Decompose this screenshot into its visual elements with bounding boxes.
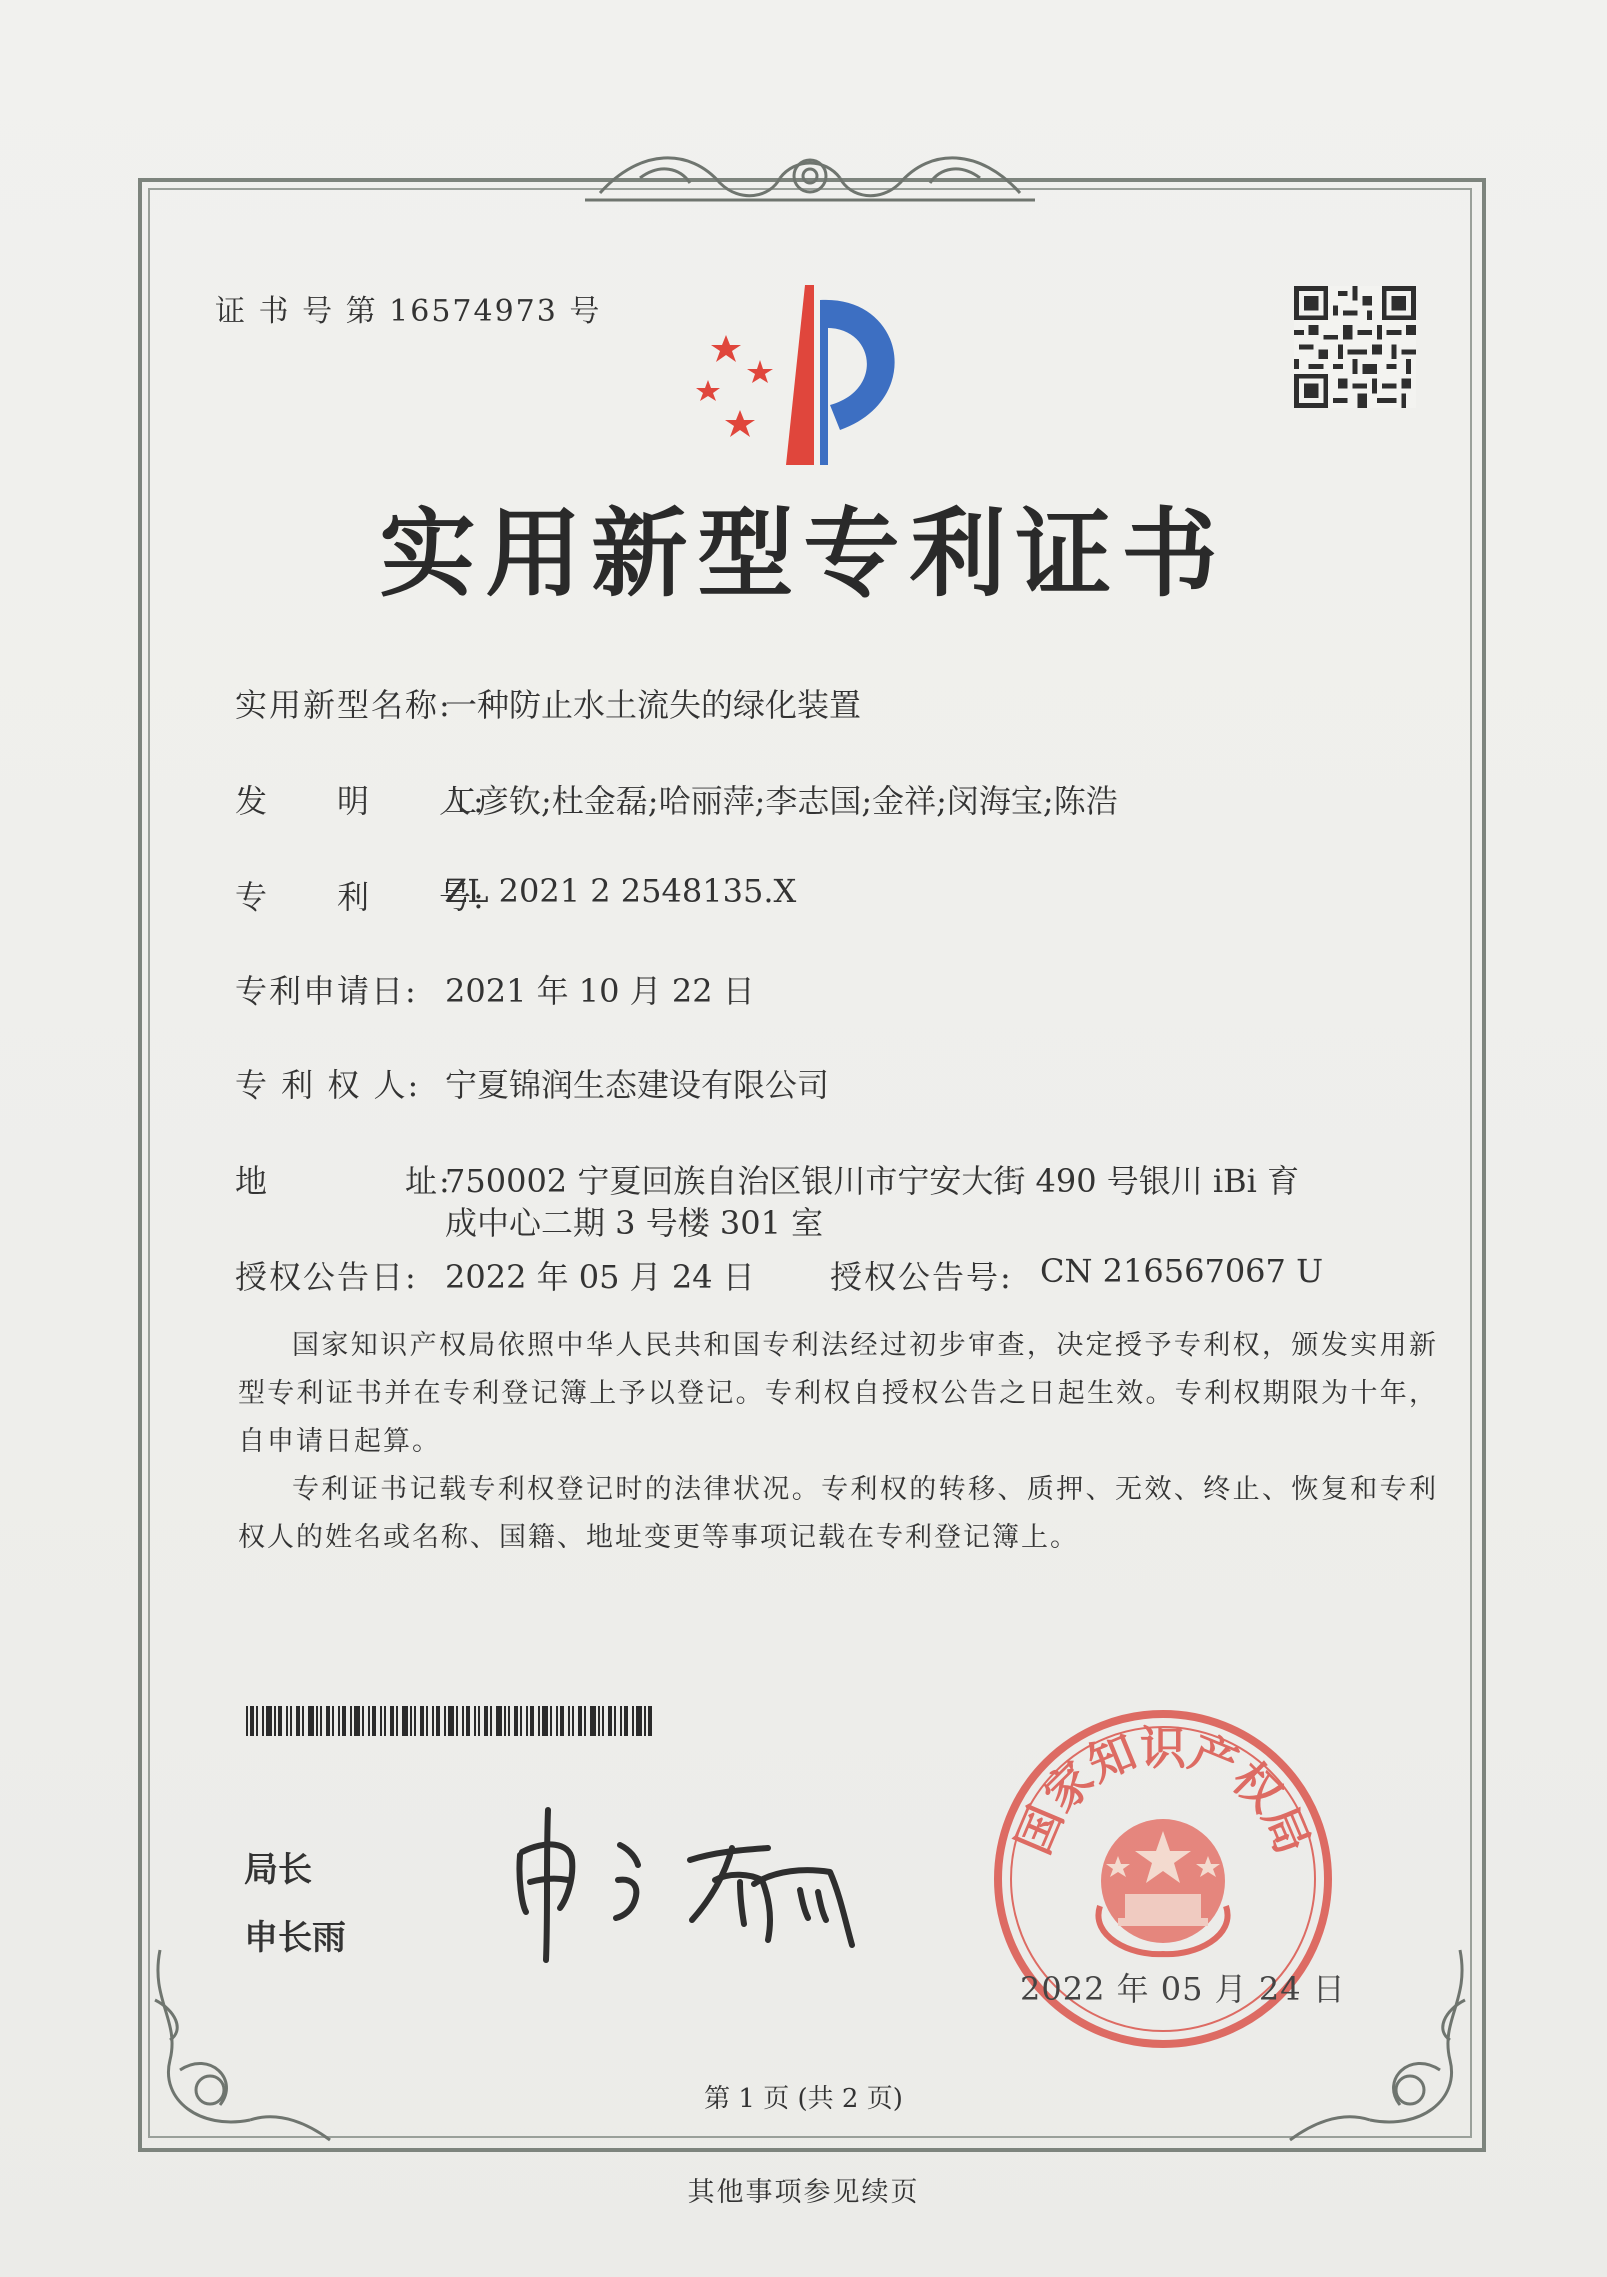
filing-date-value: 2021 年 10 月 22 日 [445,972,755,1010]
certificate-number: 证 书 号 第 16574973 号 [215,294,602,329]
continuation-note: 其他事项参见续页 [687,2177,920,2208]
patent-number-label: 专 利 号: [235,878,486,916]
bottom-left-ornament-icon [140,1940,340,2150]
patentee-label: 专 利 权 人: [235,1066,421,1104]
grant-number-value: CN 216567067 U [1040,1252,1324,1290]
patent-office-logo-icon [690,280,940,470]
director-title: 局长 [244,1850,312,1890]
certificate-body [238,1322,1438,1562]
certificate-title: 实用新型专利证书 [379,497,1228,610]
handwritten-signature-icon [500,1800,880,1970]
top-ornament-icon [580,138,1040,218]
director-name: 申长雨 [244,1918,346,1958]
seal-text: 国家知识产权局 [1005,1721,1321,1862]
patentee-value: 宁夏锦润生态建设有限公司 [445,1066,830,1104]
page-number: 第 1 页 (共 2 页) [704,2084,903,2114]
grant-date-label: 授权公告日: [235,1258,418,1296]
utility-model-name-value: 一种防止水土流失的绿化装置 [445,686,862,724]
filing-date-label: 专利申请日: [235,972,418,1010]
grant-number-label: 授权公告号: [830,1258,1013,1296]
utility-model-name-label: 实用新型名称: [235,686,452,724]
address-line-2: 成中心二期 3 号楼 301 室 [445,1204,824,1242]
barcode-icon [246,1706,652,1736]
address-line-1: 750002 宁夏回族自治区银川市宁安大街 490 号银川 iBi 育 [445,1162,1300,1200]
inventor-label: 发 明 人: [235,782,486,820]
seal-date: 2022 年 05 月 24 日 [1020,1970,1346,2008]
patent-number-value: ZL 2021 2 2548135.X [445,872,797,910]
grant-date-value: 2022 年 05 月 24 日 [445,1258,755,1296]
address-label: 地 址: [235,1162,452,1200]
inventor-value: 工彦钦;杜金磊;哈丽萍;李志国;金祥;闵海宝;陈浩 [445,782,1118,820]
body-paragraph-2: 专利证书记载专利权登记时的法律状况。专利权的转移、质押、无效、终止、恢复和专利权人的姓名或名称、国籍、地址变更等事项记载在专利登记簿上。 [238,1474,1438,1553]
body-paragraph-1: 国家知识产权局依照中华人民共和国专利法经过初步审查，决定授予专利权，颁发实用新型专利证书并在专利登记簿上予以登记。专利权自授权公告之日起生效。专利权期限为十年，自申请日起算。 [238,1330,1438,1457]
qr-code-icon [1294,286,1416,408]
